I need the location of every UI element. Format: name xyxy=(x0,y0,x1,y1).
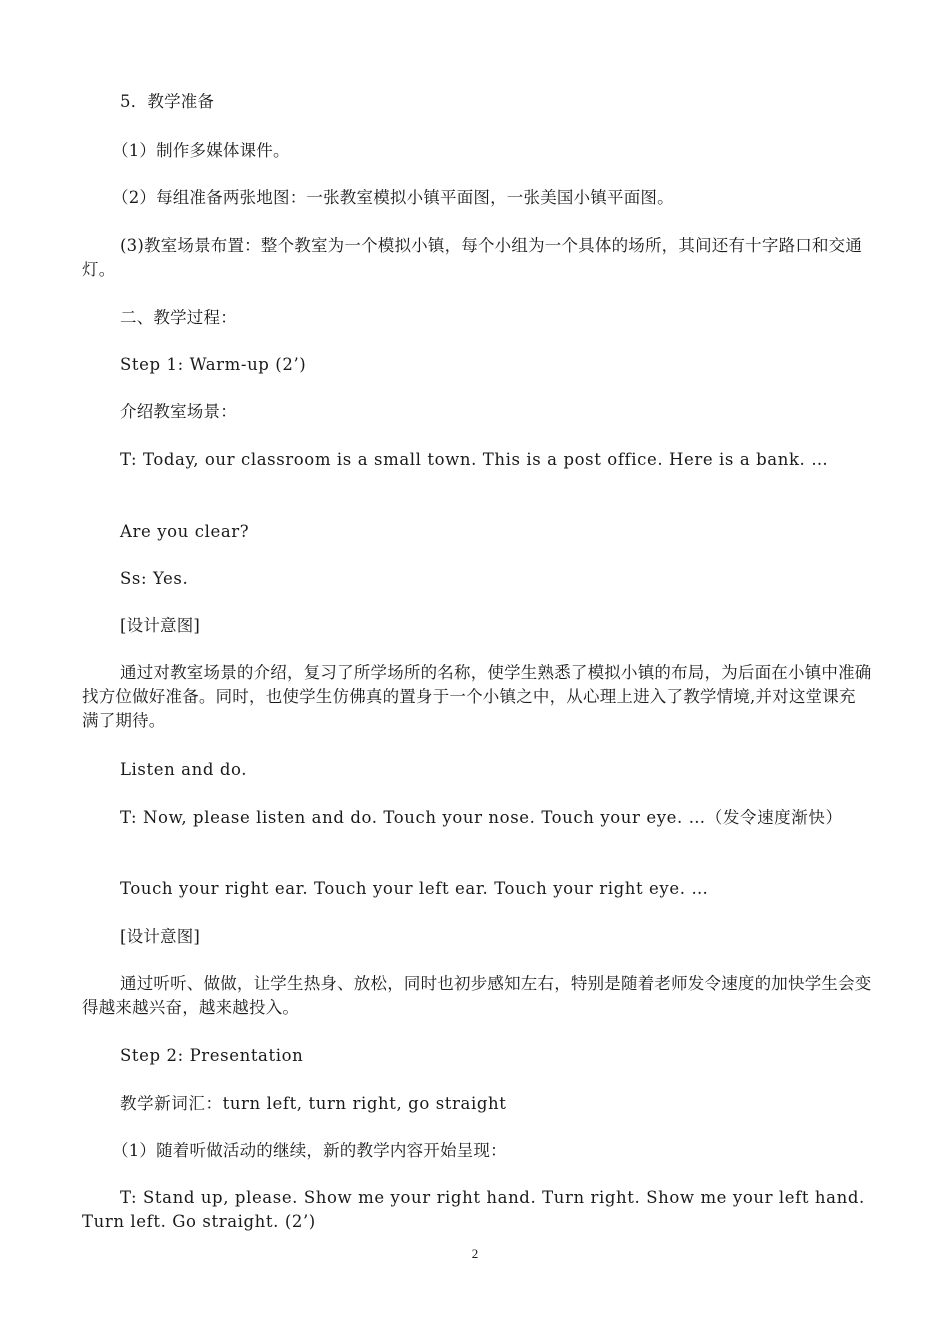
intro-classroom-scene: 介绍教室场景： xyxy=(120,402,237,421)
dialogue-line: Ss: Yes. xyxy=(120,569,189,588)
design-intent-text: 通过对教室场景的介绍，复习了所学场所的名称，使学生熟悉了模拟小镇的布局，为后面在小镇中准确找方位做好准备。同时，也使学生仿佛真的置身于一个小镇之中，从心理上进入了教学情境,并对这堂课充满了期待。 xyxy=(82,663,872,730)
design-intent-label: [设计意图] xyxy=(120,927,201,946)
dialogue-line: Touch your right ear. Touch your left ear. Touch your right eye. … xyxy=(120,879,709,898)
design-intent-label: [设计意图] xyxy=(120,616,201,635)
page-number: 2 xyxy=(471,1246,479,1261)
dialogue-line: T: Stand up, please. Show me your right hand. Turn right. Show me your left hand. Turn left. Go straight. (2’) xyxy=(82,1188,865,1231)
prep-item-3: (3)教室场景布置：整个教室为一个模拟小镇，每个小组为一个具体的场所，其间还有十字路口和交通灯。 xyxy=(82,236,863,279)
activity-listen-and-do: Listen and do. xyxy=(120,760,248,779)
section-heading-teaching-process: 二、教学过程： xyxy=(120,308,237,327)
section-heading-teaching-preparation: 5．教学准备 xyxy=(120,92,215,111)
design-intent-text: 通过听听、做做，让学生热身、放松，同时也初步感知左右，特别是随着老师发令速度的加快学生会变得越来越兴奋，越来越投入。 xyxy=(82,974,872,1017)
step-2-heading: Step 2: Presentation xyxy=(120,1046,304,1065)
step-1-heading: Step 1: Warm-up (2’) xyxy=(120,355,307,374)
presentation-item-1: （1）随着听做活动的继续，新的教学内容开始呈现： xyxy=(112,1141,507,1160)
prep-item-2: （2）每组准备两张地图：一张教室模拟小镇平面图，一张美国小镇平面图。 xyxy=(112,188,674,207)
new-vocabulary: 教学新词汇：turn left, turn right, go straight xyxy=(120,1094,507,1113)
dialogue-line: Are you clear? xyxy=(120,522,250,541)
prep-item-1: （1）制作多媒体课件。 xyxy=(112,141,290,160)
dialogue-line: T: Today, our classroom is a small town. This is a post office. Here is a bank. … xyxy=(120,450,829,469)
dialogue-line: T: Now, please listen and do. Touch your nose. Touch your eye. …（发令速度渐快） xyxy=(120,808,843,827)
